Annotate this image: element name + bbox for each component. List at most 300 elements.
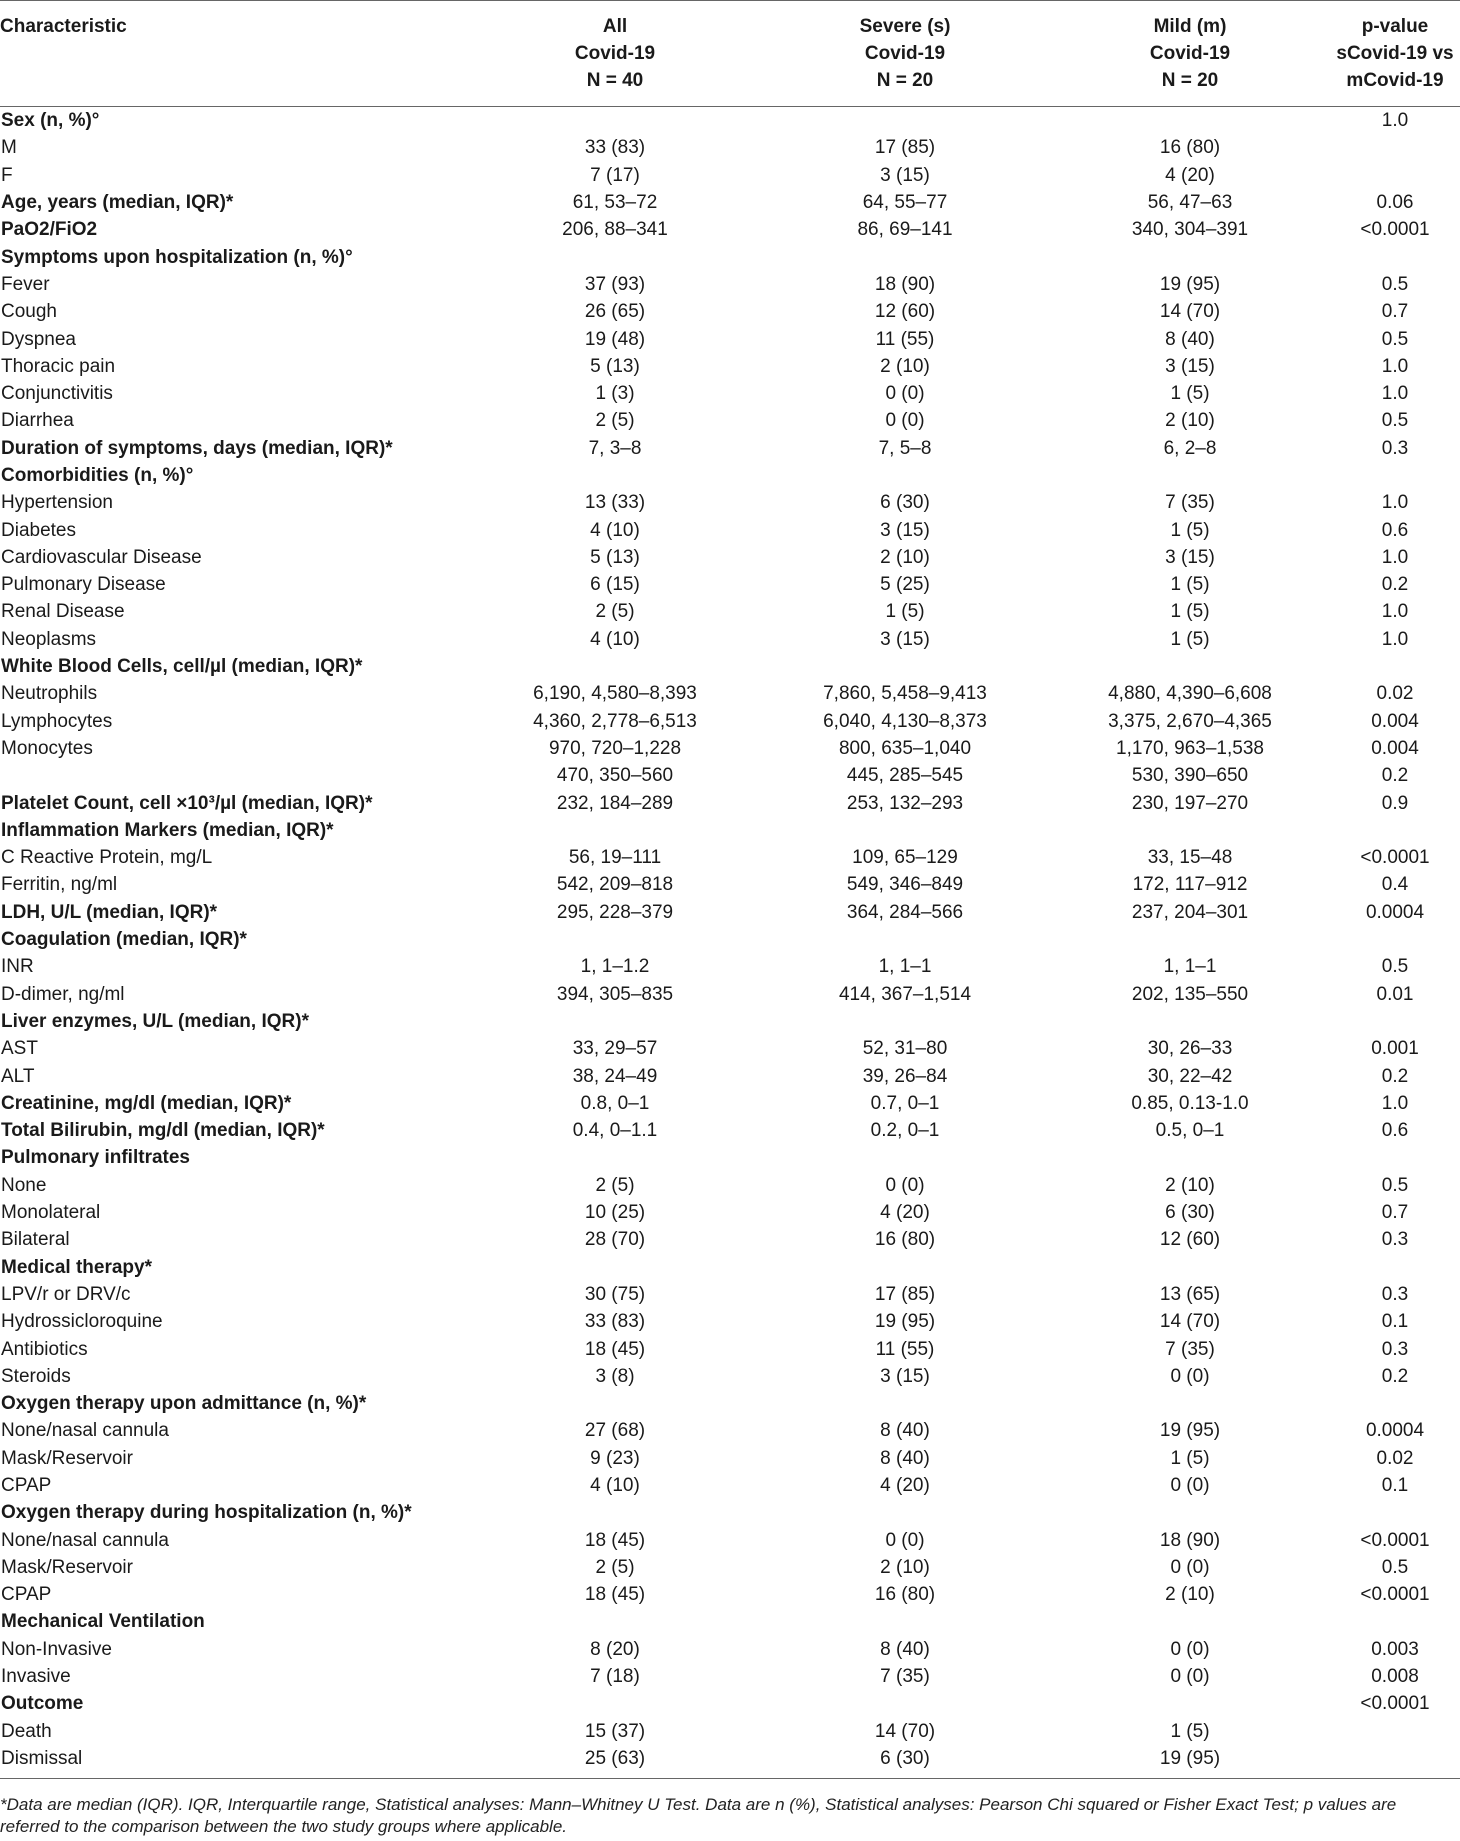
cell-mild: 172, 117–912 [1132,874,1248,896]
cell-pvalue: 1.0 [1381,628,1409,650]
cell-severe: 6 (30) [880,492,930,514]
cell-mild: 6 (30) [1165,1202,1215,1224]
cell-all: 4 (10) [590,1474,640,1496]
table-row [0,953,1460,980]
table-section-row [0,1090,1460,1117]
cell-mild: 19 (95) [1159,273,1221,295]
cell-severe: 1, 1–1 [878,956,932,978]
cell-all [470,1499,760,1526]
table-row [0,1335,1460,1362]
table-body [0,107,1460,1779]
table-section-row [0,653,1460,680]
cell-all: 6,190, 4,580–8,393 [533,683,697,705]
cell-severe: 8 (40) [880,1447,930,1469]
cell-severe: 549, 346–849 [846,874,964,896]
cell-severe: 7,860, 5,458–9,413 [823,683,987,705]
cell-mild: 2 (10) [1165,1584,1215,1606]
cell-characteristic: Diabetes [1,519,76,541]
cell-characteristic: AST [1,1038,38,1060]
cell-pvalue [1330,1608,1460,1635]
table-row [0,162,1460,189]
table-section-row [0,243,1460,270]
cell-all: 232, 184–289 [556,792,674,814]
cell-all [470,817,760,844]
cell-severe [760,1253,1050,1280]
cell-characteristic: Conjunctivitis [1,383,113,405]
cell-mild: 4 (20) [1165,164,1215,186]
table-section-row [0,899,1460,926]
cell-severe [760,653,1050,680]
cell-pvalue [1330,817,1460,844]
table-row [0,544,1460,571]
cell-characteristic: PaO2/FiO2 [1,219,98,241]
header-severe [760,1,1050,107]
cell-severe [760,1144,1050,1171]
cell-severe: 414, 367–1,514 [838,983,972,1005]
cell-severe: 6,040, 4,130–8,373 [823,710,987,732]
table-footnote: *Data are median (IQR). IQR, Interquartile range, Statistical analyses: Mann–Whitney U Test. Data are n (%), Statistical analyses: Pearson Chi squared or Fisher Exact Test; p values are referred to the comparison between the two study groups where applicable. [0,1795,1397,1836]
cell-severe: 2 (10) [880,1556,930,1578]
table-section-row [0,1690,1460,1717]
cell-pvalue [1330,1499,1460,1526]
cell-mild: 1 (5) [1170,601,1210,623]
cell-mild: 3 (15) [1165,546,1215,568]
cell-all: 30 (75) [584,1283,646,1305]
cell-all: 2 (5) [595,601,635,623]
cell-severe: 6 (30) [760,1745,1050,1779]
cell-severe: 86, 69–141 [857,219,953,241]
table-row [0,981,1460,1008]
cell-mild: 8 (40) [1165,328,1215,350]
cell-pvalue: 0.1 [1381,1311,1409,1333]
cell-characteristic: Inflammation Markers (median, IQR)* [1,819,334,841]
cell-pvalue: 0.7 [1381,301,1409,323]
cell-severe [760,817,1050,844]
cell-characteristic: Mechanical Ventilation [1,1611,205,1633]
table-row [0,844,1460,871]
cell-all [470,1144,760,1171]
cell-characteristic: None [1,1174,47,1196]
cell-all [470,1690,760,1717]
header-mild-line: N = 20 [1161,70,1219,91]
table-section-row [0,789,1460,816]
table-section-row [0,216,1460,243]
cell-all: 1, 1–1.2 [580,956,650,978]
table-row [0,680,1460,707]
cell-pvalue [1330,1008,1460,1035]
cell-all: 56, 19–111 [568,847,662,869]
cell-characteristic: Oxygen therapy upon admittance (n, %)* [1,1393,367,1415]
table-row [0,571,1460,598]
cell-all: 15 (37) [584,1720,646,1742]
cell-pvalue [1330,243,1460,270]
cell-all: 25 (63) [470,1745,760,1779]
cell-characteristic: Liver enzymes, U/L (median, IQR)* [1,1010,309,1032]
cell-all: 542, 209–818 [556,874,674,896]
header-severe-line: Covid-19 [864,43,946,64]
table-row [0,1581,1460,1608]
cell-characteristic: Ferritin, ng/ml [1,874,118,896]
cell-pvalue [1330,1390,1460,1417]
cell-mild: 1 (5) [1170,628,1210,650]
header-mild-line: Covid-19 [1149,43,1231,64]
table-row [0,407,1460,434]
cell-all: 33 (83) [584,137,646,159]
cell-characteristic: Pulmonary Disease [1,574,166,596]
cell-mild: 6, 2–8 [1163,437,1217,459]
cell-severe: 11 (55) [875,1338,935,1360]
cell-all [470,1008,760,1035]
cell-severe: 64, 55–77 [862,192,948,214]
cell-characteristic: Outcome [1,1693,84,1715]
cell-pvalue: 0.06 [1376,192,1414,214]
cell-severe: 19 (95) [874,1311,936,1333]
cell-pvalue: 0.01 [1376,983,1414,1005]
cell-pvalue [1330,926,1460,953]
table-row [0,353,1460,380]
cell-characteristic: Neoplasms [1,628,97,650]
cell-severe: 14 (70) [874,1720,936,1742]
cell-mild: 3,375, 2,670–4,365 [1108,710,1272,732]
cell-pvalue: 0.4 [1381,874,1409,896]
cell-severe: 0 (0) [885,1529,925,1551]
cell-characteristic: Sex (n, %)° [1,110,100,132]
table-row [0,1445,1460,1472]
cell-mild: 33, 15–48 [1147,847,1233,869]
cell-all [470,653,760,680]
cell-severe: 2 (10) [880,546,930,568]
cell-all: 61, 53–72 [572,192,658,214]
cell-severe [760,462,1050,489]
cell-mild: 340, 304–391 [1131,219,1249,241]
cell-characteristic: None/nasal cannula [1,1529,169,1551]
cell-pvalue [1330,1144,1460,1171]
cell-pvalue: 0.3 [1381,1283,1409,1305]
cell-characteristic: Invasive [1,1666,71,1688]
cell-all: 0.8, 0–1 [580,1092,650,1114]
cell-all [470,926,760,953]
cell-characteristic: Death [1,1720,52,1742]
cell-severe: 17 (85) [874,1283,936,1305]
cell-all: 19 (48) [584,328,646,350]
cell-pvalue: 1.0 [1381,492,1409,514]
table-row [0,735,1460,762]
cell-characteristic: Oxygen therapy during hospitalization (n, %)* [1,1502,412,1524]
cell-pvalue: 0.7 [1381,1202,1409,1224]
cell-mild [1050,1008,1330,1035]
table-row [0,1172,1460,1199]
cell-characteristic: Bilateral [1,1229,70,1251]
header-mild [1050,1,1330,107]
cell-characteristic: Hypertension [1,492,113,514]
cell-severe [760,1690,1050,1717]
table-section-row [0,926,1460,953]
cell-mild: 530, 390–650 [1131,765,1249,787]
table-row [0,1199,1460,1226]
cell-mild [1050,1499,1330,1526]
cell-all: 10 (25) [584,1202,646,1224]
cell-all [470,1390,760,1417]
cell-characteristic: White Blood Cells, cell/µl (median, IQR)* [1,656,363,678]
cell-all: 3 (8) [595,1365,635,1387]
cell-mild: 1, 1–1 [1163,956,1217,978]
cell-mild [1050,1144,1330,1171]
cell-mild: 0 (0) [1170,1474,1210,1496]
cell-mild: 1 (5) [1170,1447,1210,1469]
cell-pvalue: <0.0001 [1360,219,1430,241]
cell-severe: 39, 26–84 [862,1065,948,1087]
cell-mild: 0 (0) [1170,1666,1210,1688]
cell-characteristic [0,762,470,789]
table-row [0,134,1460,161]
cell-severe: 445, 285–545 [846,765,964,787]
cell-mild [1050,817,1330,844]
table-section-row [0,1253,1460,1280]
cell-severe: 17 (85) [874,137,936,159]
header-all [470,1,760,107]
cell-mild: 202, 135–550 [1131,983,1249,1005]
cell-characteristic: Monocytes [1,737,93,759]
cell-mild: 19 (95) [1159,1420,1221,1442]
cell-all: 4,360, 2,778–6,513 [533,710,697,732]
cell-all [470,107,760,135]
cell-mild: 18 (90) [1159,1529,1221,1551]
cell-severe: 3 (15) [880,164,930,186]
cell-severe: 12 (60) [874,301,936,323]
table-row [0,598,1460,625]
cell-severe: 52, 31–80 [862,1038,948,1060]
cell-characteristic: Total Bilirubin, mg/dl (median, IQR)* [1,1120,325,1142]
table-row [0,871,1460,898]
cell-severe: 16 (80) [874,1229,936,1251]
cell-severe: 800, 635–1,040 [838,737,972,759]
cell-severe: 16 (80) [874,1584,936,1606]
cell-characteristic: Platelet Count, cell ×10³/µl (median, IQR)* [1,792,373,814]
cell-all: 0.4, 0–1.1 [572,1120,658,1142]
cell-pvalue: 0.3 [1381,1229,1409,1251]
cell-mild [1050,1690,1330,1717]
cell-mild [1050,1253,1330,1280]
cell-mild: 14 (70) [1159,301,1221,323]
cell-severe: 4 (20) [880,1474,930,1496]
cell-pvalue [1330,1718,1460,1745]
cell-pvalue: 1.0 [1381,110,1409,132]
cell-mild: 1 (5) [1170,519,1210,541]
cell-pvalue: 0.5 [1381,410,1409,432]
cell-pvalue: 1.0 [1381,601,1409,623]
cell-mild: 4,880, 4,390–6,608 [1108,683,1272,705]
table-row [0,762,1460,789]
cell-all: 5 (13) [590,546,640,568]
cell-pvalue [1330,134,1460,161]
cell-mild: 0 (0) [1170,1365,1210,1387]
cell-all: 2 (5) [595,410,635,432]
table-row [0,1417,1460,1444]
cell-characteristic: CPAP [1,1584,52,1606]
cell-severe: 7, 5–8 [878,437,932,459]
table-section-row [0,1390,1460,1417]
cell-all: 394, 305–835 [556,983,674,1005]
cell-all [470,1608,760,1635]
cell-characteristic: Antibiotics [1,1338,88,1360]
cell-characteristic: Cough [1,301,57,323]
cell-pvalue: 0.3 [1381,437,1409,459]
cell-severe: 3 (15) [880,628,930,650]
cell-severe: 2 (10) [880,355,930,377]
cell-all: 8 (20) [590,1638,640,1660]
cell-pvalue: 1.0 [1381,546,1409,568]
cell-all [470,1253,760,1280]
cell-pvalue: <0.0001 [1360,1529,1430,1551]
cell-all: 38, 24–49 [572,1065,658,1087]
cell-pvalue: 0.2 [1381,574,1409,596]
header-row [0,1,1460,107]
cell-severe: 8 (40) [880,1638,930,1660]
cell-pvalue: 0.2 [1381,1365,1409,1387]
cell-all: 2 (5) [595,1556,635,1578]
header-mild-line: Mild (m) [1153,16,1227,37]
cell-mild [1050,243,1330,270]
cell-characteristic: LPV/r or DRV/c [1,1283,131,1305]
cell-characteristic: Lymphocytes [1,710,113,732]
cell-all: 470, 350–560 [556,765,674,787]
cell-mild: 3 (15) [1165,355,1215,377]
cell-mild: 230, 197–270 [1131,792,1249,814]
cell-characteristic: Coagulation (median, IQR)* [1,929,247,951]
cell-pvalue: 0.02 [1376,683,1414,705]
cell-pvalue: 0.9 [1381,792,1409,814]
table-row [0,1062,1460,1089]
cell-all: 18 (45) [584,1338,646,1360]
cell-pvalue: 0.004 [1371,737,1419,759]
cell-severe: 109, 65–129 [852,847,958,869]
cell-characteristic: D-dimer, ng/ml [1,983,125,1005]
table-row [0,1226,1460,1253]
table-section-row [0,1499,1460,1526]
cell-mild [1050,926,1330,953]
table-row [0,1308,1460,1335]
cell-all: 9 (23) [590,1447,640,1469]
header-pvalue [1330,1,1460,107]
cell-all: 33, 29–57 [572,1038,658,1060]
cell-characteristic: Mask/Reservoir [1,1447,133,1469]
cell-all [470,243,760,270]
cell-characteristic: CPAP [1,1474,52,1496]
cell-severe: 4 (20) [880,1202,930,1224]
cell-all: 970, 720–1,228 [548,737,682,759]
cell-pvalue: 1.0 [1381,355,1409,377]
cell-all: 206, 88–341 [562,219,668,241]
cell-characteristic: Diarrhea [1,410,74,432]
cell-mild: 13 (65) [1159,1283,1221,1305]
cell-severe: 8 (40) [880,1420,930,1442]
table-row [0,1663,1460,1690]
cell-all [470,462,760,489]
cell-pvalue [1330,162,1460,189]
cell-characteristic: Dyspnea [1,328,76,350]
header-pvalue-line: p-value [1361,16,1429,37]
table-row [0,1035,1460,1062]
cell-pvalue: 0.008 [1371,1666,1419,1688]
cell-pvalue [1330,462,1460,489]
cell-characteristic: Renal Disease [1,601,125,623]
header-pvalue-line: sCovid-19 vs [1336,43,1454,64]
cell-severe: 1 (5) [885,601,925,623]
table-row [0,626,1460,653]
cell-all: 4 (10) [590,519,640,541]
cell-mild: 1 (5) [1170,1720,1210,1742]
table-section-row [0,462,1460,489]
cell-severe: 5 (25) [880,574,930,596]
cell-pvalue: 0.3 [1381,1338,1409,1360]
cell-pvalue [1330,1253,1460,1280]
table-row [0,1636,1460,1663]
cell-severe: 11 (55) [875,328,935,350]
table-section-row [0,1008,1460,1035]
cell-mild [1050,653,1330,680]
cell-characteristic: None/nasal cannula [1,1420,169,1442]
cell-pvalue: 1.0 [1381,1092,1409,1114]
cell-all: 18 (45) [584,1584,646,1606]
cell-severe: 0 (0) [885,383,925,405]
cell-all: 27 (68) [584,1420,646,1442]
cell-all: 37 (93) [584,273,646,295]
cell-severe: 0.2, 0–1 [870,1120,940,1142]
cell-severe [760,107,1050,135]
table-section-row [0,817,1460,844]
header-characteristic: Characteristic [0,1,470,107]
cell-characteristic: Fever [1,273,50,295]
cell-mild: 1 (5) [1170,574,1210,596]
cell-severe: 7 (35) [880,1666,930,1688]
cell-mild: 7 (35) [1165,492,1215,514]
cell-mild [1050,107,1330,135]
table-section-row [0,435,1460,462]
cell-characteristic: ALT [1,1065,35,1087]
cell-mild: 30, 26–33 [1147,1038,1233,1060]
cell-severe: 3 (15) [880,1365,930,1387]
cell-all: 26 (65) [584,301,646,323]
table-row [0,1554,1460,1581]
table-row [0,516,1460,543]
cell-characteristic: Steroids [1,1365,71,1387]
cell-severe [760,1499,1050,1526]
cell-characteristic: Creatinine, mg/dl (median, IQR)* [1,1092,292,1114]
cell-characteristic: Neutrophils [1,683,98,705]
table-row [0,271,1460,298]
cell-pvalue: <0.0001 [1360,1584,1430,1606]
cell-characteristic: Hydrossicloroquine [1,1311,163,1333]
cell-mild: 237, 204–301 [1131,901,1249,923]
cell-mild [1050,462,1330,489]
cell-all: 6 (15) [590,574,640,596]
cell-mild: 14 (70) [1159,1311,1221,1333]
cell-severe: 0.7, 0–1 [870,1092,940,1114]
cell-pvalue: 0.5 [1381,1174,1409,1196]
cell-characteristic: M [1,137,17,159]
table-row [0,298,1460,325]
cell-severe: 0 (0) [885,1174,925,1196]
header-all-line: All [602,16,628,37]
cell-pvalue: 0.0004 [1365,1420,1425,1442]
cell-pvalue: 0.6 [1381,519,1409,541]
cell-severe [760,243,1050,270]
header-severe-line: Severe (s) [859,16,951,37]
cell-pvalue: 0.004 [1371,710,1419,732]
cell-mild: 2 (10) [1165,410,1215,432]
cell-pvalue: 1.0 [1381,383,1409,405]
cell-pvalue: 0.02 [1376,1447,1414,1469]
